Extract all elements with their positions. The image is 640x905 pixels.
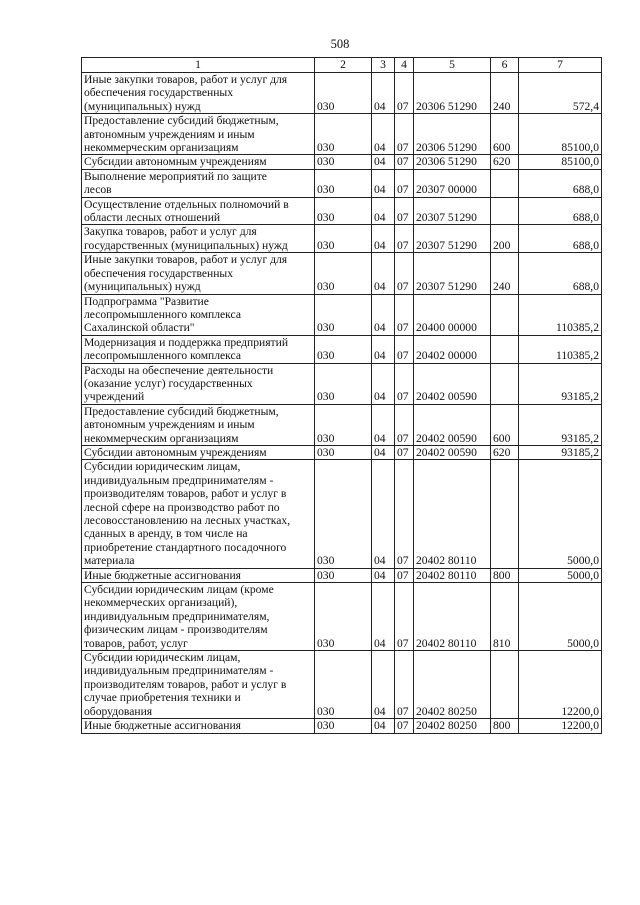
code-subsection-cell: 07 <box>395 114 414 155</box>
table-row <box>82 169 602 197</box>
row-name-line: области лесных отношений <box>84 211 221 225</box>
code-expense-type-cell <box>491 169 519 197</box>
row-name-line: Субсидии юридическим лицам, <box>84 651 241 665</box>
row-name-line: Модернизация и поддержка предприятий <box>84 335 289 349</box>
code-target-cell: 20402 00590 <box>414 363 491 404</box>
row-name-line: Предоставление субсидий бюджетным, <box>84 114 279 128</box>
amount-cell: 12200,0 <box>519 719 602 733</box>
row-name-line: некоммерческим организациям <box>84 431 239 445</box>
table-row <box>82 335 602 363</box>
code-subsection-cell: 07 <box>395 445 414 459</box>
code-subsection-cell: 07 <box>395 335 414 363</box>
row-name-line: некоммерческих организаций), <box>84 596 238 610</box>
row-name-line: лесной сфере на производство работ по <box>84 500 280 514</box>
code-section-cell: 04 <box>372 335 395 363</box>
row-name-line: Сахалинской области" <box>84 321 195 335</box>
code-subsection-cell: 07 <box>395 719 414 733</box>
code-department-cell: 030 <box>315 651 372 719</box>
code-section-cell: 04 <box>372 169 395 197</box>
header-cell: 2 <box>315 58 372 73</box>
amount-cell: 688,0 <box>519 253 602 294</box>
row-name-cell <box>82 197 315 225</box>
code-target-cell: 20402 80250 <box>414 651 491 719</box>
row-name-line: Иные закупки товаров, работ и услуг для <box>84 253 288 267</box>
code-target-cell: 20402 00590 <box>414 445 491 459</box>
code-expense-type-cell: 810 <box>491 583 519 651</box>
row-name-line: Осуществление отдельных полномочий в <box>84 197 289 211</box>
code-subsection-cell: 07 <box>395 363 414 404</box>
row-name-line: Субсидии автономным учреждениям <box>84 155 267 169</box>
header-cell: 7 <box>519 58 602 73</box>
row-name-line: Расходы на обеспечение деятельности <box>84 363 274 377</box>
code-subsection-cell: 07 <box>395 225 414 253</box>
amount-cell: 85100,0 <box>519 155 602 169</box>
code-subsection-cell: 07 <box>395 460 414 568</box>
row-name-cell <box>82 363 315 404</box>
code-expense-type-cell: 620 <box>491 445 519 459</box>
header-cell: 6 <box>491 58 519 73</box>
code-target-cell: 20402 80250 <box>414 719 491 733</box>
row-name-line: оборудования <box>84 704 153 718</box>
row-name-cell <box>82 460 315 568</box>
code-section-cell: 04 <box>372 404 395 445</box>
row-name-line: учреждений <box>84 390 145 404</box>
code-subsection-cell: 07 <box>395 253 414 294</box>
row-name-line: некоммерческим организациям <box>84 141 239 155</box>
row-name-line: обеспечения государственных <box>84 266 234 280</box>
code-expense-type-cell: 800 <box>491 719 519 733</box>
code-target-cell: 20306 51290 <box>414 73 491 114</box>
code-target-cell: 20307 51290 <box>414 253 491 294</box>
amount-cell: 85100,0 <box>519 114 602 155</box>
header-cell: 1 <box>82 58 315 73</box>
code-target-cell: 20306 51290 <box>414 155 491 169</box>
code-section-cell: 04 <box>372 568 395 582</box>
code-section-cell: 04 <box>372 651 395 719</box>
code-expense-type-cell: 620 <box>491 155 519 169</box>
code-department-cell: 030 <box>315 114 372 155</box>
row-name-cell <box>82 73 315 114</box>
code-subsection-cell: 07 <box>395 294 414 335</box>
code-expense-type-cell <box>491 294 519 335</box>
row-name-cell <box>82 651 315 719</box>
code-department-cell: 030 <box>315 197 372 225</box>
code-expense-type-cell: 800 <box>491 568 519 582</box>
row-name-line: индивидуальным предпринимателям, <box>84 609 270 623</box>
code-subsection-cell: 07 <box>395 583 414 651</box>
code-section-cell: 04 <box>372 225 395 253</box>
row-name-cell <box>82 294 315 335</box>
code-target-cell: 20402 00000 <box>414 335 491 363</box>
amount-cell: 12200,0 <box>519 651 602 719</box>
code-department-cell: 030 <box>315 294 372 335</box>
row-name-line: лесопромышленного комплекса <box>84 307 241 321</box>
amount-cell: 110385,2 <box>519 335 602 363</box>
amount-cell: 93185,2 <box>519 445 602 459</box>
table-row <box>82 404 602 445</box>
code-department-cell: 030 <box>315 445 372 459</box>
amount-cell: 572,4 <box>519 73 602 114</box>
amount-cell: 93185,2 <box>519 404 602 445</box>
budget-table <box>81 57 602 734</box>
row-name-line: индивидуальным предпринимателям - <box>84 473 274 487</box>
page-number: 508 <box>330 37 350 51</box>
row-name-line: лесов <box>84 183 112 197</box>
header-cell: 5 <box>414 58 491 73</box>
amount-cell: 110385,2 <box>519 294 602 335</box>
header-cell: 4 <box>395 58 414 73</box>
row-name-line: сданных в аренду, в том числе на <box>84 527 248 541</box>
code-department-cell: 030 <box>315 253 372 294</box>
row-name-cell <box>82 583 315 651</box>
header-row <box>82 58 602 73</box>
code-expense-type-cell: 240 <box>491 73 519 114</box>
row-name-line: Закупка товаров, работ и услуг для <box>84 225 257 239</box>
code-department-cell: 030 <box>315 155 372 169</box>
amount-cell: 5000,0 <box>519 583 602 651</box>
row-name-line: Иные бюджетные ассигнования <box>84 719 241 733</box>
table-row <box>82 114 602 155</box>
table-row <box>82 73 602 114</box>
row-name-line: автономным учреждениям и иным <box>84 127 255 141</box>
row-name-cell <box>82 155 315 169</box>
table-row <box>82 363 602 404</box>
row-name-line: производителям товаров, работ и услуг в <box>84 677 287 691</box>
row-name-cell <box>82 335 315 363</box>
table-row <box>82 225 602 253</box>
code-section-cell: 04 <box>372 583 395 651</box>
row-name-line: автономным учреждениям и иным <box>84 418 255 432</box>
code-section-cell: 04 <box>372 114 395 155</box>
row-name-line: случае приобретения техники и <box>84 691 241 705</box>
row-name-line: (муниципальных) нужд <box>84 99 201 113</box>
row-name-line: производителям товаров, работ и услуг в <box>84 487 287 501</box>
code-section-cell: 04 <box>372 294 395 335</box>
row-name-line: материала <box>84 554 135 568</box>
table-row <box>82 445 602 459</box>
table-row <box>82 719 602 733</box>
code-section-cell: 04 <box>372 73 395 114</box>
row-name-line: (оказание услуг) государственных <box>84 376 253 390</box>
code-target-cell: 20402 00590 <box>414 404 491 445</box>
row-name-line: (муниципальных) нужд <box>84 280 201 294</box>
table-row <box>82 197 602 225</box>
code-subsection-cell: 07 <box>395 404 414 445</box>
code-expense-type-cell <box>491 363 519 404</box>
code-department-cell: 030 <box>315 169 372 197</box>
code-expense-type-cell <box>491 197 519 225</box>
code-department-cell: 030 <box>315 719 372 733</box>
table-row <box>82 568 602 582</box>
code-target-cell: 20306 51290 <box>414 114 491 155</box>
code-section-cell: 04 <box>372 460 395 568</box>
header-cell: 3 <box>372 58 395 73</box>
amount-cell: 688,0 <box>519 197 602 225</box>
code-expense-type-cell: 600 <box>491 404 519 445</box>
code-subsection-cell: 07 <box>395 568 414 582</box>
code-department-cell: 030 <box>315 568 372 582</box>
code-department-cell: 030 <box>315 73 372 114</box>
code-section-cell: 04 <box>372 719 395 733</box>
code-section-cell: 04 <box>372 155 395 169</box>
amount-cell: 688,0 <box>519 225 602 253</box>
row-name-line: Субсидии юридическим лицам (кроме <box>84 583 274 597</box>
row-name-cell <box>82 719 315 733</box>
row-name-line: государственных (муниципальных) нужд <box>84 238 288 252</box>
table-row <box>82 253 602 294</box>
row-name-cell <box>82 445 315 459</box>
code-subsection-cell: 07 <box>395 651 414 719</box>
table-row <box>82 294 602 335</box>
code-department-cell: 030 <box>315 460 372 568</box>
row-name-line: Предоставление субсидий бюджетным, <box>84 404 279 418</box>
code-expense-type-cell <box>491 651 519 719</box>
code-subsection-cell: 07 <box>395 169 414 197</box>
code-target-cell: 20402 80110 <box>414 583 491 651</box>
row-name-line: Иные закупки товаров, работ и услуг для <box>84 73 288 86</box>
amount-cell: 5000,0 <box>519 568 602 582</box>
table-row <box>82 651 602 719</box>
code-expense-type-cell <box>491 335 519 363</box>
code-expense-type-cell: 240 <box>491 253 519 294</box>
code-department-cell: 030 <box>315 404 372 445</box>
row-name-cell <box>82 404 315 445</box>
table-row <box>82 460 602 568</box>
row-name-line: лесовосстановлению на лесных участках, <box>84 514 291 527</box>
code-target-cell: 20307 00000 <box>414 169 491 197</box>
row-name-line: Субсидии юридическим лицам, <box>84 460 241 474</box>
amount-cell: 688,0 <box>519 169 602 197</box>
amount-cell: 93185,2 <box>519 363 602 404</box>
row-name-cell <box>82 568 315 582</box>
code-expense-type-cell <box>491 460 519 568</box>
row-name-line: товаров, работ, услуг <box>84 636 188 650</box>
row-name-cell <box>82 225 315 253</box>
code-department-cell: 030 <box>315 225 372 253</box>
code-subsection-cell: 07 <box>395 73 414 114</box>
code-department-cell: 030 <box>315 335 372 363</box>
row-name-line: индивидуальным предпринимателям - <box>84 664 274 678</box>
row-name-line: лесопромышленного комплекса <box>84 349 241 363</box>
code-expense-type-cell: 200 <box>491 225 519 253</box>
code-expense-type-cell: 600 <box>491 114 519 155</box>
code-subsection-cell: 07 <box>395 155 414 169</box>
code-subsection-cell: 07 <box>395 197 414 225</box>
row-name-line: обеспечения государственных <box>84 86 234 100</box>
row-name-line: приобретение стандартного посадочного <box>84 540 287 554</box>
amount-cell: 5000,0 <box>519 460 602 568</box>
code-section-cell: 04 <box>372 445 395 459</box>
code-section-cell: 04 <box>372 197 395 225</box>
code-section-cell: 04 <box>372 363 395 404</box>
code-target-cell: 20307 51290 <box>414 225 491 253</box>
table-row <box>82 155 602 169</box>
row-name-line: Подпрограмма "Развитие <box>84 294 209 308</box>
row-name-line: Иные бюджетные ассигнования <box>84 568 241 582</box>
code-section-cell: 04 <box>372 253 395 294</box>
row-name-cell <box>82 169 315 197</box>
code-target-cell: 20402 80110 <box>414 568 491 582</box>
row-name-line: Выполнение мероприятий по защите <box>84 169 267 183</box>
code-target-cell: 20400 00000 <box>414 294 491 335</box>
row-name-line: физическим лицам - производителям <box>84 623 268 637</box>
code-target-cell: 20307 51290 <box>414 197 491 225</box>
row-name-cell <box>82 114 315 155</box>
code-department-cell: 030 <box>315 363 372 404</box>
code-target-cell: 20402 80110 <box>414 460 491 568</box>
code-department-cell: 030 <box>315 583 372 651</box>
row-name-cell <box>82 253 315 294</box>
table-row <box>82 583 602 651</box>
row-name-line: Субсидии автономным учреждениям <box>84 445 267 459</box>
